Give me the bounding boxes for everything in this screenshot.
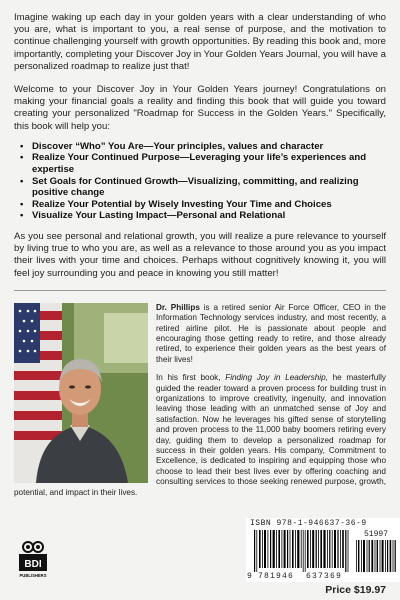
benefit-item: • Realize Your Potential by Wisely Investing Your Time and Choices bbox=[20, 199, 386, 211]
author-name: Dr. Phillips bbox=[156, 302, 200, 312]
author-bio-section bbox=[14, 303, 386, 498]
bio-text: he masterfully guided the reader toward a proven process for building trust in organizations to improve creativity, ingenuity, and innovation leaving those leading with an unmatched sense of Joy and satisfaction. Now he leverages his gifted sense of storytelling and proven process to the 11,000 baby boomers retiring every day, guiding them to develop a personalized roadmap for success in their golden years. His company, Commitment to Excellence, is dedicated to inspiring and equipping those who choose to lead their best lives ever by offering coaching and consulting services to those seeking renewed purpose, growth, potential, and impact in their lives. bbox=[14, 373, 386, 497]
publisher-logo-icon bbox=[18, 540, 48, 580]
svg-text:PUBLISHERS: PUBLISHERS bbox=[19, 573, 47, 578]
isbn-barcode bbox=[246, 518, 400, 582]
section-divider bbox=[14, 290, 386, 291]
intro-paragraph-3: As you see personal and relational growth, you will realize a pure relevance to yourself by living true to who you are, as well as a relevance to those around you as you impact their lives with your time and choices. Perhaps without cognitively knowing it, you will feel joy surrounding you and peace in knowing you still matter! bbox=[14, 230, 386, 279]
svg-text:BDI: BDI bbox=[24, 559, 42, 570]
intro-paragraph-2: Welcome to your Discover Joy in Your Golden Years journey! Congratulations on making your financial goals a reality and finding this book that will guide you toward creating your personalized "Roadmap for Success in the Golden Years." Specifically, this book will help you: bbox=[14, 84, 386, 132]
price-code: 51997 bbox=[364, 530, 389, 539]
author-photo bbox=[14, 303, 148, 483]
barcode-digit-lead: 9 bbox=[247, 572, 252, 581]
book-price: Price $19.97 bbox=[325, 584, 386, 596]
benefit-item: • Visualize Your Lasting Impact—Personal and Relational bbox=[20, 210, 386, 222]
intro-paragraph-1: Imagine waking up each day in your golden years with a clear understanding of who you are, what is important to you, a real sense of purpose, and the motivation to continue challenging yourself with growth opportunities. By reading this book and, more importantly, completing your Discover Joy in Your Golden Years Journal, you will have a personalized roadmap to realize just that! bbox=[14, 12, 386, 72]
barcode-digits-left: 781946 bbox=[258, 572, 295, 581]
barcode-digits-right: 637369 bbox=[306, 572, 343, 581]
previous-book-title: Finding Joy in Leadership, bbox=[225, 373, 328, 383]
benefit-item: • Set Goals for Continued Growth—Visualizing, committing, and realizing positive change bbox=[20, 176, 386, 199]
bio-text: In his first book, bbox=[156, 373, 226, 383]
benefit-item: • Discover “Who” You Are—Your principles, values and character bbox=[20, 141, 386, 153]
publisher-logo bbox=[18, 540, 48, 585]
benefit-item: • Realize Your Continued Purpose—Leveraging your life’s experiences and expertise bbox=[20, 152, 386, 175]
bio-text: is a retired senior Air Force Officer, CEO in the Information Technology services industry, and most recently, a retired airline pilot. He is passionate about people and encouraging those getting ready to retire, and those already retired, to experience their golden years as the best years of their lives! bbox=[156, 302, 386, 364]
benefits-list bbox=[14, 141, 386, 222]
isbn-number: ISBN 978-1-946637-36-9 bbox=[250, 519, 367, 528]
cover-footer bbox=[14, 518, 389, 600]
intro-section bbox=[14, 12, 386, 280]
